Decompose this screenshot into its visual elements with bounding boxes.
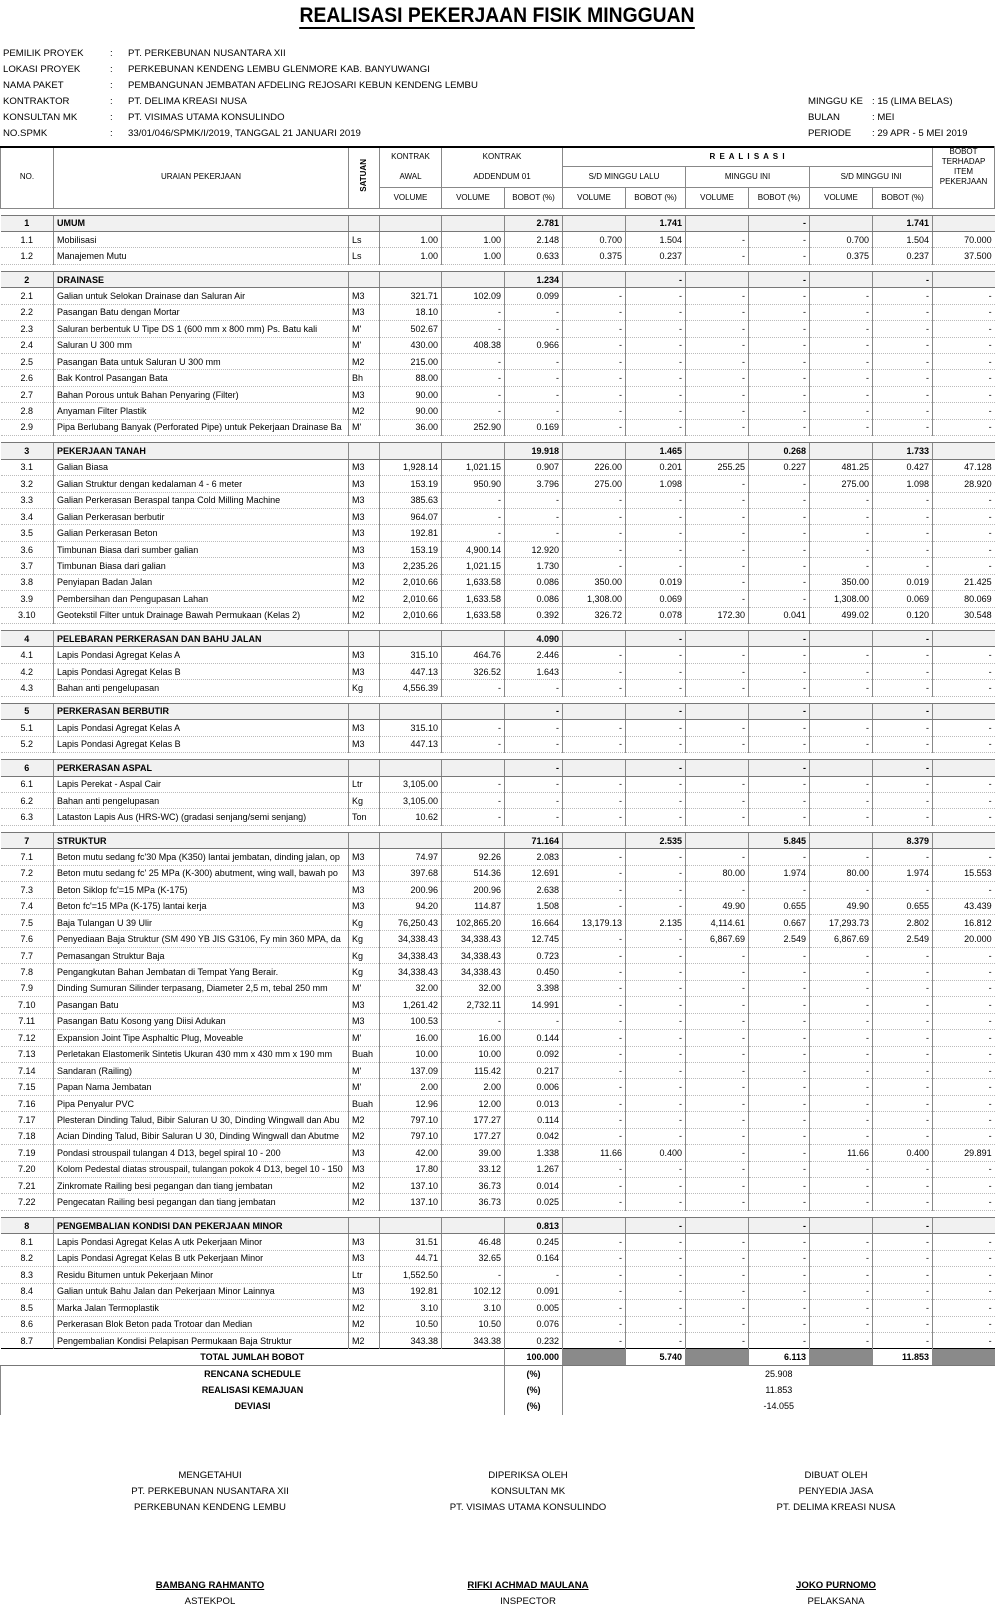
- periode-value: : 29 APR - 5 MEI 2019: [872, 128, 968, 139]
- section-row: 7 STRUKTUR 71.164 2.535 5.845 8.379: [1, 832, 995, 848]
- summary-row: RENCANA SCHEDULE (%) 25.908: [1, 1365, 995, 1381]
- kontraktor-value: PT. DELIMA KREASI NUSA: [128, 96, 247, 107]
- lokasi-value: PERKEBUNAN KENDENG LEMBU GLENMORE KAB. BANYUWANGI: [128, 64, 430, 75]
- period-labels: MINGGU KE BULAN PERIODE: [808, 96, 863, 139]
- table-row: 7.10 Pasangan Batu M3 1,261.42 2,732.11 14.991 - - - - - - -: [1, 997, 995, 1013]
- signature-contractor: DIBUAT OLEH PENYEDIA JASA PT. DELIMA KREASI NUSA JOKO PURNOMO PELAKSANA: [671, 1468, 1001, 1610]
- table-row: 2.3 Saluran berbentuk U Tipe DS 1 (600 mm x 800 mm) Ps. Batu kali M' 502.67 - - - - - - - - -: [1, 321, 995, 337]
- table-row: 8.4 Galian untuk Bahu Jalan dan Pekerjaan Minor Lainnya M3 192.81 102.12 0.091 - - - - - - -: [1, 1283, 995, 1299]
- table-row: 7.13 Perletakan Elastomerik Sintetis Ukuran 430 mm x 430 mm x 190 mm Buah 10.00 10.00 0.092 - - - - - - -: [1, 1046, 995, 1062]
- table-row: 7.3 Beton Siklop fc'=15 MPa (K-175) M3 200.96 200.96 2.638 - - - - - - -: [1, 882, 995, 898]
- table-row: 7.19 Pondasi strouspail tulangan 4 D13, begel spiral 10 - 200 M3 42.00 39.00 1.338 11.66 0.400 - - 11.66 0.400 29.891: [1, 1145, 995, 1161]
- table-row: 7.15 Papan Nama Jembatan M' 2.00 2.00 0.006 - - - - - - -: [1, 1079, 995, 1095]
- section-row: 8 PENGEMBALIAN KONDISI DAN PEKERJAAN MINOR 0.813 - - -: [1, 1217, 995, 1233]
- spmk-value: 33/01/046/SPMK/I/2019, TANGGAL 21 JANUARI 2019: [128, 128, 361, 139]
- table-row: 7.8 Pengangkutan Bahan Jembatan di Tempat Yang Berair. Kg 34,338.43 34,338.43 0.450 - - - - - - -: [1, 964, 995, 980]
- table-row: 8.3 Residu Bitumen untuk Pekerjaan Minor Ltr 1,552.50 - - - - - - - - -: [1, 1267, 995, 1283]
- table-row: 7.21 Zinkromate Railing besi pegangan dan tiang jembatan M2 137.10 36.73 0.014 - - - - - - -: [1, 1178, 995, 1194]
- table-row: 3.10 Geotekstil Filter untuk Drainage Bawah Permukaan (Kelas 2) M2 2,010.66 1,633.58 0.392 326.72 0.078 172.30 0.041 499.02 0.120 30.548: [1, 607, 995, 623]
- table-row: 7.2 Beton mutu sedang fc' 25 MPa (K-300) abutment, wing wall, bawah po M3 397.68 514.36 12.691 - - 80.00 1.974 80.00 1.974 15.553: [1, 865, 995, 881]
- table-row: 1.1 Mobilisasi Ls 1.00 1.00 2.148 0.700 1.504 - - 0.700 1.504 70.000: [1, 231, 995, 247]
- table-row: 2.1 Galian untuk Selokan Drainase dan Saluran Air M3 321.71 102.09 0.099 - - - - - - -: [1, 288, 995, 304]
- konsultan-value: PT. VISIMAS UTAMA KONSULINDO: [128, 112, 285, 123]
- paket-value: PEMBANGUNAN JEMBATAN AFDELING REJOSARI KEBUN KENDENG LEMBU: [128, 80, 478, 91]
- pemilik-value: PT. PERKEBUNAN NUSANTARA XII: [128, 48, 286, 59]
- col-addendum-sub: ADDENDUM 01: [442, 167, 563, 187]
- table-row: 3.6 Timbunan Biasa dari sumber galian M3 153.19 4,900.14 12.920 - - - - - - -: [1, 541, 995, 557]
- table-row: 2.8 Anyaman Filter Plastik M2 90.00 - - - - - - - - -: [1, 403, 995, 419]
- table-row: 7.20 Kolom Pedestal diatas strouspail, tulangan pokok 4 D13, begel 10 - 150 M3 17.80 33.12 1.267 - - - - - - -: [1, 1161, 995, 1177]
- table-row: 6.2 Bahan anti pengelupasan Kg 3,105.00 - - - - - - - - -: [1, 792, 995, 808]
- table-row: 4.3 Bahan anti pengelupasan Kg 4,556.39 - - - - - - - - -: [1, 680, 995, 696]
- table-row: 6.3 Lataston Lapis Aus (HRS-WC) (gradasi senjang/semi senjang) Ton 10.62 - - - - - - - - -: [1, 809, 995, 825]
- table-row: 4.1 Lapis Pondasi Agregat Kelas A M3 315.10 464.76 2.446 - - - - - - -: [1, 647, 995, 663]
- table-row: 2.6 Bak Kontrol Pasangan Bata Bh 88.00 - - - - - - - - -: [1, 370, 995, 386]
- section-row: 4 PELEBARAN PERKERASAN DAN BAHU JALAN 4.090 - - -: [1, 631, 995, 647]
- total-row: TOTAL JUMLAH BOBOT 100.000 5.740 6.113 11.853: [1, 1349, 995, 1365]
- table-row: 8.7 Pengembalian Kondisi Pelapisan Permukaan Baja Struktur M2 343.38 343.38 0.232 - - - - - - -: [1, 1332, 995, 1348]
- project-labels: PEMILIK PROYEK LOKASI PROYEK NAMA PAKET KONTRAKTOR KONSULTAN MK NO.SPMK: [3, 48, 84, 139]
- summary-row: REALISASI KEMAJUAN (%) 11.853: [1, 1382, 995, 1398]
- table-row: 3.8 Penyiapan Badan Jalan M2 2,010.66 1,633.58 0.086 350.00 0.019 - - 350.00 0.019 21.425: [1, 574, 995, 590]
- table-row: 7.16 Pipa Penyalur PVC Buah 12.96 12.00 0.013 - - - - - - -: [1, 1095, 995, 1111]
- table-row: 3.9 Pembersihan dan Pengupasan Lahan M2 2,010.66 1,633.58 0.086 1,308.00 0.069 - - 1,308.00 0.069 80.069: [1, 591, 995, 607]
- table-row: 7.4 Beton fc'=15 MPa (K-175) lantai kerja M3 94.20 114.87 1.508 - - 49.90 0.655 49.90 0.655 43.439: [1, 898, 995, 914]
- col-addendum-top: KONTRAK: [442, 147, 563, 167]
- section-row: 2 DRAINASE 1.234 - - -: [1, 271, 995, 287]
- period-values: [872, 94, 967, 142]
- signer-name: BAMBANG RAHMANTO: [155, 1580, 265, 1591]
- col-kontrak-sub: AWAL: [380, 167, 442, 187]
- col-satuan: SATUAN: [349, 147, 380, 209]
- table-row: 7.11 Pasangan Batu Kosong yang Diisi Adukan M3 100.53 - - - - - - - - -: [1, 1013, 995, 1029]
- table-row: 3.4 Galian Perkerasan berbutir M3 964.07 - - - - - - - - -: [1, 508, 995, 524]
- table-row: 7.7 Pemasangan Struktur Baja Kg 34,338.43 34,338.43 0.723 - - - - - - -: [1, 947, 995, 963]
- table-header: NO. URAIAN PEKERJAAN SATUAN KONTRAK KONTRAK R E A L I S A S I BOBOT TERHADAP ITEM PEKERJAAN AWAL ADDENDUM 01 S/D MINGGU LALU MINGGU INI S/D MINGGU INI VOLUME VOLUME BOBOT (%) VOLUME BOBOT (%) VOLUME BOBOT (%) VOLUME BOBOT (%): [0, 146, 995, 209]
- table-row: 2.5 Pasangan Bata untuk Saluran U 300 mm M2 215.00 - - - - - - - - -: [1, 354, 995, 370]
- table-row: 7.18 Acian Dinding Talud, Bibir Saluran U 30, Dinding Wingwall dan Abutme M2 797.10 177.27 0.042 - - - - - - -: [1, 1128, 995, 1144]
- table-row: 5.1 Lapis Pondasi Agregat Kelas A M3 315.10 - - - - - - - - -: [1, 720, 995, 736]
- table-row: 2.9 Pipa Berlubang Banyak (Perforated Pipe) untuk Pekerjaan Drainase Ba M' 36.00 252.90 0.169 - - - - - - -: [1, 419, 995, 435]
- table-row: 7.9 Dinding Sumuran Silinder terpasang, Diameter 2,5 m, tebal 250 mm M' 32.00 32.00 3.398 - - - - - - -: [1, 980, 995, 996]
- table-row: 3.5 Galian Perkerasan Beton M3 192.81 - - - - - - - - -: [1, 525, 995, 541]
- signature-owner: MENGETAHUI PT. PERKEBUNAN NUSANTARA XII PERKEBUNAN KENDENG LEMBU BAMBANG RAHMANTO ASTEKPOL: [45, 1468, 375, 1610]
- project-values: [128, 46, 478, 142]
- table-row: 7.22 Pengecatan Railing besi pegangan dan tiang jembatan M2 137.10 36.73 0.025 - - - - - - -: [1, 1194, 995, 1210]
- table-row: 3.2 Galian Struktur dengan kedalaman 4 - 6 meter M3 153.19 950.90 3.796 275.00 1.098 - - 275.00 1.098 28.920: [1, 476, 995, 492]
- section-row: 3 PEKERJAAN TANAH 19.918 1.465 0.268 1.733: [1, 443, 995, 459]
- col-uraian: URAIAN PEKERJAAN: [54, 147, 349, 209]
- table-row: 8.2 Lapis Pondasi Agregat Kelas B utk Pekerjaan Minor M3 44.71 32.65 0.164 - - - - - - -: [1, 1250, 995, 1266]
- table-row: 7.17 Plesteran Dinding Talud, Bibir Saluran U 30, Dinding Wingwall dan Abu M2 797.10 177.27 0.114 - - - - - - -: [1, 1112, 995, 1128]
- minggu-value: : 15 (LIMA BELAS): [872, 96, 953, 107]
- summary-row: DEVIASI (%) -14.055: [1, 1398, 995, 1414]
- table-row: 8.1 Lapis Pondasi Agregat Kelas A utk Pekerjaan Minor M3 31.51 46.48 0.245 - - - - - - -: [1, 1234, 995, 1250]
- col-kontrak-top: KONTRAK: [380, 147, 442, 167]
- table-row: 3.1 Galian Biasa M3 1,928.14 1,021.15 0.907 226.00 0.201 255.25 0.227 481.25 0.427 47.128: [1, 459, 995, 475]
- col-realisasi: R E A L I S A S I: [563, 147, 933, 167]
- table-row: 3.7 Timbunan Biasa dari galian M3 2,235.26 1,021.15 1.730 - - - - - - -: [1, 558, 995, 574]
- section-row: 5 PERKERASAN BERBUTIR - - - -: [1, 703, 995, 719]
- report-title: REALISASI PEKERJAAN FISIK MINGGUAN: [299, 4, 695, 27]
- table-row: 3.3 Galian Perkerasan Beraspal tanpa Cold Milling Machine M3 385.63 - - - - - - - - -: [1, 492, 995, 508]
- table-row: 7.14 Sandaran (Railing) M' 137.09 115.42 0.217 - - - - - - -: [1, 1062, 995, 1078]
- table-row: 4.2 Lapis Pondasi Agregat Kelas B M3 447.13 326.52 1.643 - - - - - - -: [1, 663, 995, 679]
- col-no: NO.: [1, 147, 54, 209]
- col-sd-lalu: S/D MINGGU LALU: [563, 167, 686, 187]
- table-row: 1.2 Manajemen Mutu Ls 1.00 1.00 0.633 0.375 0.237 - - 0.375 0.237 37.500: [1, 248, 995, 264]
- section-row: 1 UMUM 2.781 1.741 - 1.741: [1, 215, 995, 231]
- table-row: 5.2 Lapis Pondasi Agregat Kelas B M3 447.13 - - - - - - - - -: [1, 736, 995, 752]
- col-minggu-ini: MINGGU INI: [686, 167, 810, 187]
- project-colons: : : : : : :: [110, 48, 113, 139]
- table-row: 6.1 Lapis Perekat - Aspal Cair Ltr 3,105.00 - - - - - - - - -: [1, 776, 995, 792]
- table-row: 8.6 Perkerasan Blok Beton pada Trotoar dan Median M2 10.50 10.50 0.076 - - - - - - -: [1, 1316, 995, 1332]
- signer-name: RIFKI ACHMAD MAULANA: [467, 1580, 589, 1591]
- signature-consultant: DIPERIKSA OLEH KONSULTAN MK PT. VISIMAS UTAMA KONSULINDO RIFKI ACHMAD MAULANA INSPECTOR: [363, 1468, 693, 1610]
- signer-name: JOKO PURNOMO: [796, 1580, 876, 1591]
- table-row: 8.5 Marka Jalan Termoplastik M2 3.10 3.10 0.005 - - - - - - -: [1, 1300, 995, 1316]
- table-row: 7.6 Penyediaan Baja Struktur (SM 490 YB JIS G3106, Fy min 360 MPA, da Kg 34,338.43 34,338.43 12.745 - - 6,867.69 2.549 6,867.69 2.549 20.000: [1, 931, 995, 947]
- table-row: 7.1 Beton mutu sedang fc'30 Mpa (K350) lantai jembatan, dinding jalan, op M3 74.97 92.26 2.083 - - - - - - -: [1, 849, 995, 865]
- table-row: 2.4 Saluran U 300 mm M' 430.00 408.38 0.966 - - - - - - -: [1, 337, 995, 353]
- table-row: 7.5 Baja Tulangan U 39 Ulir Kg 76,250.43 102,865.20 16.664 13,179.13 2.135 4,114.61 0.667 17,293.73 2.802 16.812: [1, 915, 995, 931]
- table-row: 2.7 Bahan Porous untuk Bahan Penyaring (Filter) M3 90.00 - - - - - - - - -: [1, 386, 995, 402]
- col-bobot-item: BOBOT TERHADAP ITEM PEKERJAAN: [933, 147, 995, 188]
- col-sd-ini: S/D MINGGU INI: [810, 167, 933, 187]
- bulan-value: : MEI: [872, 112, 895, 123]
- table-row: 7.12 Expansion Joint Tipe Asphaltic Plug, Moveable M' 16.00 16.00 0.144 - - - - - - -: [1, 1030, 995, 1046]
- table-row: 2.2 Pasangan Batu dengan Mortar M3 18.10 - - - - - - - - -: [1, 304, 995, 320]
- progress-table: [0, 146, 995, 1415]
- section-row: 6 PERKERASAN ASPAL - - - -: [1, 760, 995, 776]
